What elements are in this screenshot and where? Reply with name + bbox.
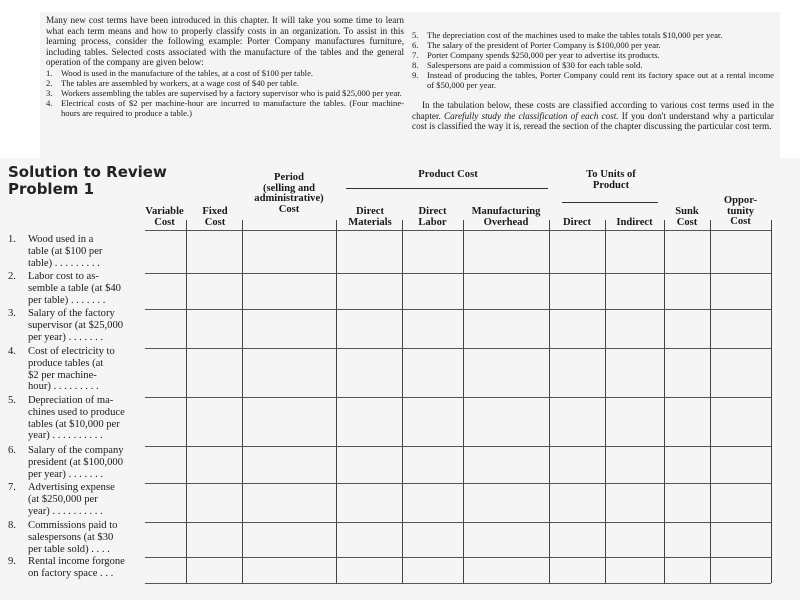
- group-header-to-units: To Units of Product: [586, 169, 636, 191]
- grid-vline: [605, 220, 606, 583]
- emphasis-text: Carefully study the classification of each cost.: [444, 110, 619, 121]
- table-row-label-2: 2. Labor cost to as- semble a table (at $40 per table) . . . . . . .: [8, 271, 121, 306]
- grid-vline: [549, 220, 550, 583]
- cost-list-part2: [412, 30, 774, 90]
- cost-item: 6. The salary of the president of Porter Company is $100,000 per year.: [412, 40, 661, 50]
- col-header-opportunity-cost: Oppor- tunity Cost: [723, 195, 758, 228]
- col-header-fixed-cost: Fixed Cost: [202, 206, 228, 228]
- table-row-label-1: 1. Wood used in a table (at $100 per table) . . . . . . . . .: [8, 234, 103, 269]
- grid-vline: [463, 220, 464, 583]
- row-rule: [145, 557, 771, 558]
- table-bottom-rule: [145, 583, 771, 584]
- col-header-indirect: Indirect: [616, 217, 653, 228]
- grid-vline: [242, 220, 243, 583]
- row-rule: [145, 397, 771, 398]
- row-rule: [145, 522, 771, 523]
- cost-item: 8. Salespersons are paid a commission of $30 for each table sold.: [412, 60, 643, 70]
- tabulation-paragraph: In the tabulation below, these costs are classified according to various cost terms used in the chapter. Carefully study the classification of each cost. If you don't understand why a particular cost is classified the way it is, reread the section of the chapter discussing the particular cost term.: [412, 100, 774, 132]
- intro-right-column: [412, 30, 774, 132]
- grid-vline: [402, 220, 403, 583]
- row-rule: [145, 446, 771, 447]
- cost-item: 1. Wood is used in the manufacture of the tables, at a cost of $100 per table.: [46, 67, 314, 78]
- cost-item: 2. The tables are assembled by workers, at a wage cost of $40 per table.: [46, 77, 299, 88]
- header-rule: [145, 230, 771, 231]
- cost-list-part1: [46, 68, 404, 118]
- solution-table: [0, 158, 800, 600]
- cost-item: 3. Workers assembling the tables are supervised by a factory supervisor who is paid $25,000 per year.: [46, 87, 402, 98]
- table-row-label-9: 9. Rental income forgone on factory space . . .: [8, 556, 125, 579]
- grid-vline: [710, 220, 711, 583]
- intro-left-column: [46, 15, 404, 118]
- col-header-direct-materials: Direct Materials: [348, 206, 392, 228]
- col-header-sunk-cost: Sunk Cost: [675, 206, 699, 228]
- intro-section: [40, 12, 780, 158]
- cost-item: 9. Instead of producing the tables, Porter Company could rent its factory space out at a rental income of $50,000 per year.: [412, 70, 774, 90]
- grid-vline: [664, 220, 665, 583]
- intro-paragraph: Many new cost terms have been introduced in this chapter. It will take you some time to learn what each term means and how to properly classify costs in an organization. To assist in this learning process, consider the following example: Porter Company manufactures furniture, including tables. Selected costs associated with the manufacture of the tables and the general operation of the company are given below:: [46, 15, 404, 68]
- table-row-label-7: 7. Advertising expense (at $250,000 per year) . . . . . . . . . .: [8, 482, 115, 517]
- to-units-rule: [562, 202, 658, 203]
- col-header-manufacturing-overhead: Manufacturing Overhead: [471, 206, 541, 228]
- cost-item: 4. Electrical costs of $2 per machine-hour are incurred to manufacture the tables. (Four machine-hours are required to produce a table.): [46, 97, 404, 118]
- table-row-label-5: 5. Depreciation of ma- chines used to produce tables (at $10,000 per year) . . . . . . . . . .: [8, 395, 125, 442]
- col-header-period-cost: Period (selling and administrative) Cost: [254, 172, 324, 215]
- row-rule: [145, 348, 771, 349]
- row-rule: [145, 309, 771, 310]
- group-header-product-cost: Product Cost: [418, 169, 478, 180]
- row-rule: [145, 273, 771, 274]
- grid-vline: [336, 220, 337, 583]
- col-header-direct-labor: Direct Labor: [418, 206, 447, 228]
- row-rule: [145, 483, 771, 484]
- table-row-label-8: 8. Commissions paid to salespersons (at $30 per table sold) . . . .: [8, 520, 118, 555]
- table-row-label-3: 3. Salary of the factory supervisor (at $25,000 per year) . . . . . . .: [8, 308, 124, 343]
- table-row-label-6: 6. Salary of the company president (at $100,000 per year) . . . . . . .: [8, 445, 124, 480]
- col-header-direct: Direct: [562, 217, 592, 228]
- cost-item: 5. The depreciation cost of the machines used to make the tables totals $10,000 per year.: [412, 30, 723, 40]
- grid-vline: [771, 220, 772, 583]
- col-header-variable-cost: Variable Cost: [145, 206, 184, 228]
- cost-item: 7. Porter Company spends $250,000 per year to advertise its products.: [412, 50, 660, 60]
- product-cost-rule: [346, 188, 548, 189]
- solution-title: Solution to Review Problem 1: [8, 163, 167, 198]
- grid-vline: [186, 220, 187, 583]
- table-row-label-4: 4. Cost of electricity to produce tables (at $2 per machine- hour) . . . . . . . . .: [8, 346, 115, 393]
